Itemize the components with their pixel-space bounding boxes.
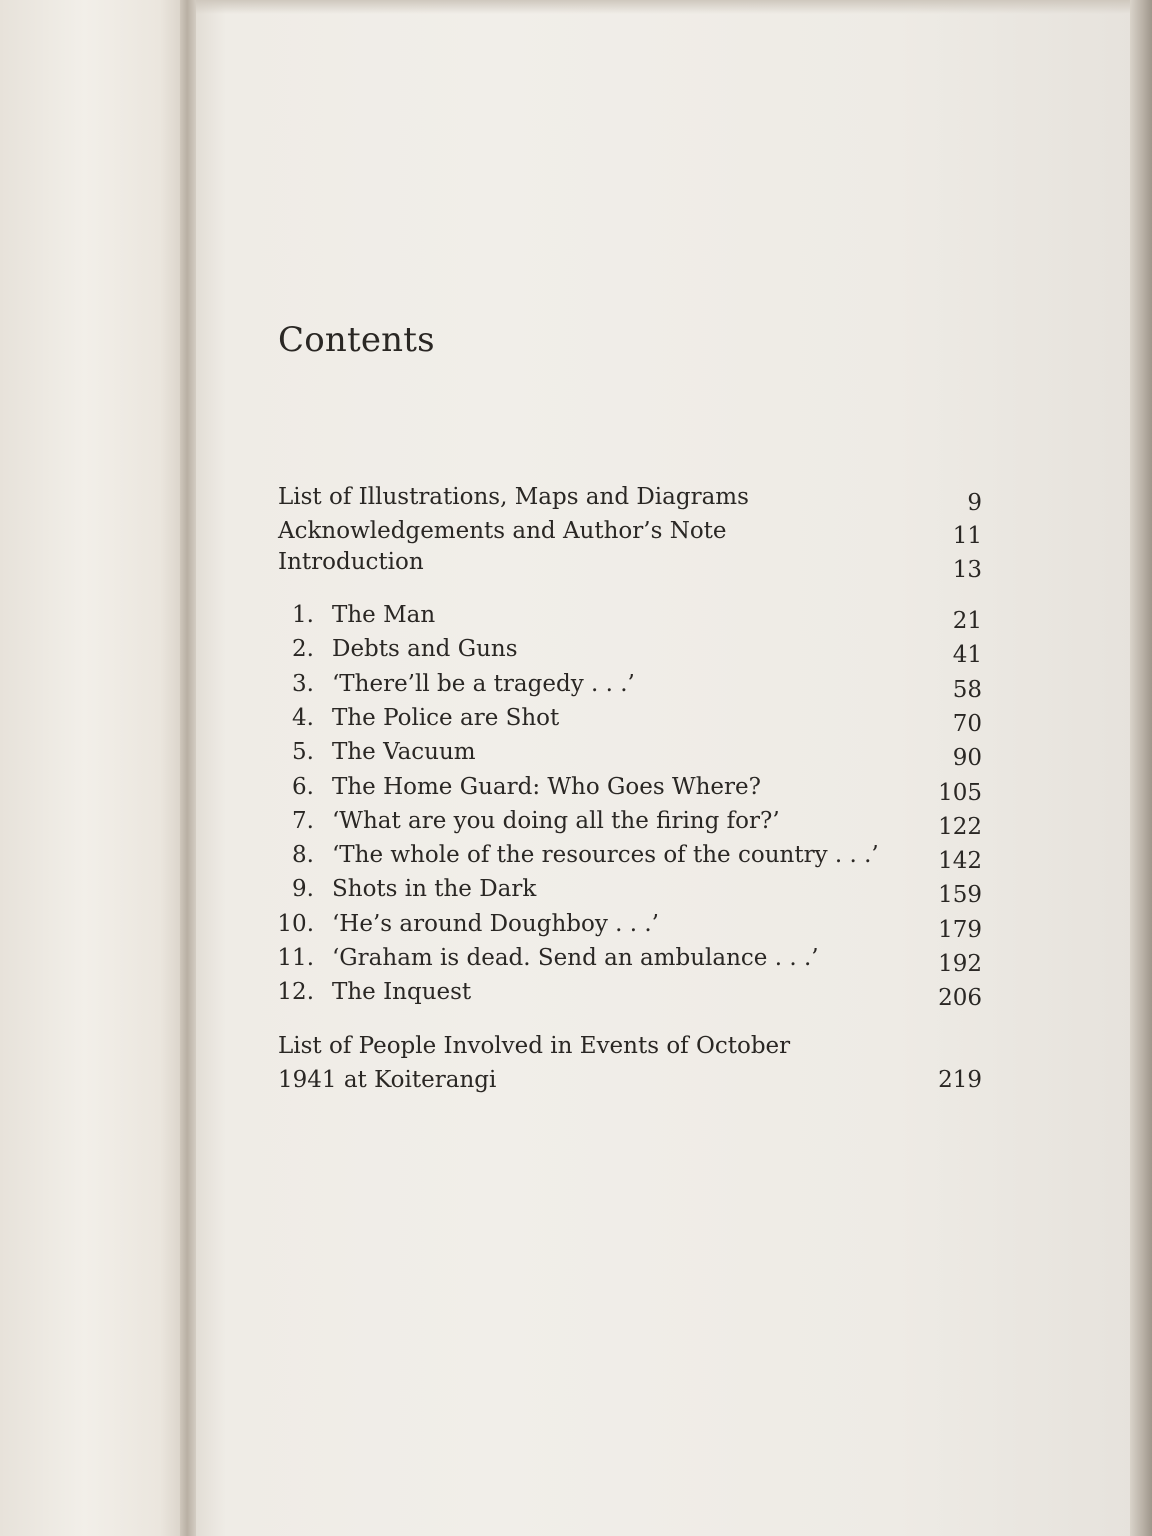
chapter-number: 6. [292,774,314,800]
chapter-number: 8. [292,842,314,868]
toc-chapter [276,838,982,872]
chapter-page: 41 [952,642,982,668]
toc-chapter [276,804,982,838]
toc-entry-page: 11 [952,523,982,549]
chapter-number: 9. [292,876,314,902]
chapter-title: ‘He’s around Doughboy . . .’ [332,911,659,937]
toc-chapter [276,770,982,804]
chapter-number: 10. [277,911,314,937]
chapter-number: 2. [292,636,314,662]
toc-chapter [276,667,982,701]
chapter-page: 105 [938,780,982,806]
chapter-page: 192 [938,951,982,977]
toc-chapter [276,701,982,735]
toc-chapter [276,735,982,769]
chapter-number: 4. [292,705,314,731]
chapter-title: ‘The whole of the resources of the country . . .’ [332,842,879,868]
chapter-page: 90 [952,745,982,771]
toc-entry-label-line2: 1941 at Koiterangi [278,1067,497,1093]
chapter-page: 70 [952,711,982,737]
chapter-number: 12. [277,979,314,1005]
chapter-title: Shots in the Dark [332,876,537,902]
chapter-number: 1. [292,602,314,628]
toc-chapter [276,872,982,906]
page-right-edge [1130,0,1152,1536]
chapter-title: The Inquest [332,979,472,1005]
toc-entry-page: 9 [967,490,982,516]
toc-chapter [276,632,982,666]
chapter-number: 11. [277,945,314,971]
chapter-title: The Vacuum [332,739,476,765]
toc-entry-label: Acknowledgements and Author’s Note [278,518,727,544]
chapter-page: 179 [938,917,982,943]
toc-entry-label-line1: List of People Involved in Events of October [278,1033,791,1059]
chapter-number: 7. [292,808,314,834]
toc-chapter [276,975,982,1009]
chapter-title: ‘Graham is dead. Send an ambulance . . .’ [332,945,819,971]
chapter-page: 206 [938,985,982,1011]
toc-chapter [276,907,982,941]
chapter-title: Debts and Guns [332,636,518,662]
chapter-title: The Home Guard: Who Goes Where? [332,774,761,800]
chapter-title: The Man [332,602,436,628]
toc-entry-page: 13 [952,557,982,583]
chapter-number: 3. [292,671,314,697]
toc-entry-illustrations [276,480,982,514]
toc-entry-page: 219 [938,1067,982,1093]
chapter-page: 21 [952,608,982,634]
toc-entry-introduction [276,545,982,583]
chapter-title: ‘What are you doing all the firing for?’ [332,808,780,834]
chapter-title: ‘There’ll be a tragedy . . .’ [332,671,635,697]
toc-entry-acknowledgements [276,514,982,548]
toc-entry-label: List of Illustrations, Maps and Diagrams [278,484,749,510]
toc-chapter [276,598,982,632]
left-page [0,0,188,1536]
page-title: Contents [278,320,435,360]
chapter-number: 5. [292,739,314,765]
chapter-page: 142 [938,848,982,874]
chapter-page: 122 [938,814,982,840]
toc-entry-label: Introduction [278,549,424,575]
toc-entry-people-list [276,1029,982,1097]
chapter-page: 58 [952,677,982,703]
chapter-page: 159 [938,882,982,908]
page-top-shadow [196,0,1136,14]
toc-chapter [276,941,982,975]
chapter-title: The Police are Shot [332,705,560,731]
